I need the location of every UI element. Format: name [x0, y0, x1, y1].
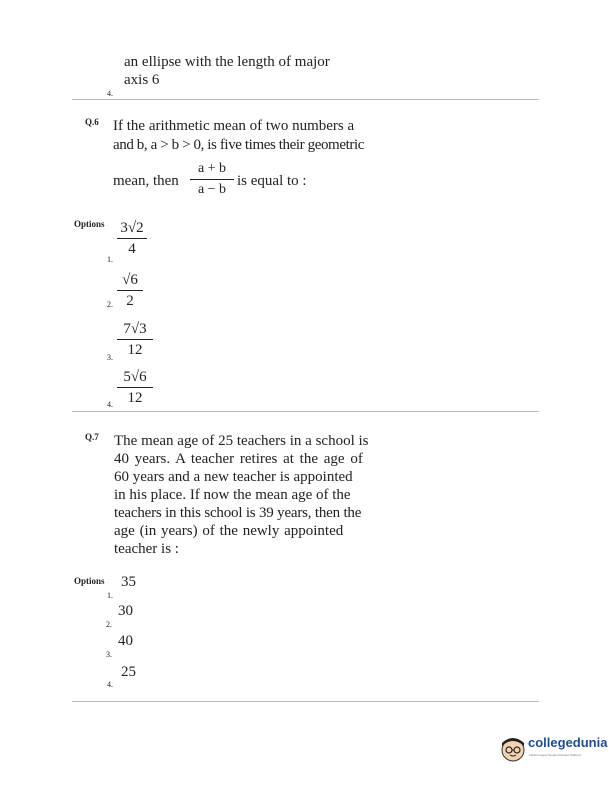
q7-text-line: in his place. If now the mean age of the [114, 487, 351, 503]
q7-text-line: The mean age of 25 teachers in a school is [114, 433, 369, 449]
options-label: Options [74, 219, 105, 229]
option-number: 1. [107, 591, 113, 600]
fraction-bar [190, 179, 234, 180]
option-number: 2. [107, 300, 113, 309]
q7-option-4: 25 [121, 664, 136, 680]
fraction-numerator: a + b [197, 161, 227, 176]
q6-option-2 [117, 271, 143, 310]
option-numerator: 7√3 [123, 321, 147, 337]
option-denominator: 4 [128, 241, 136, 257]
q6-text-line2: and b, a > b > 0, is five times their geometric [113, 137, 364, 153]
option-number: 1. [107, 255, 113, 264]
option-numerator: 3√2 [120, 220, 144, 236]
student-mascot-icon [498, 734, 528, 764]
fraction-denominator: a − b [197, 182, 227, 197]
q5-text-line2: axis 6 [124, 72, 160, 88]
option-denominator: 2 [126, 293, 134, 309]
option-number: 2. [106, 620, 112, 629]
q6-expression-fraction [190, 160, 234, 199]
fraction-bar [117, 238, 147, 239]
collegedunia-logo [498, 732, 610, 768]
options-label: Options [74, 576, 105, 586]
option-denominator: 12 [127, 342, 143, 358]
q7-text-line: 40 years. A teacher retires at the age of [114, 451, 363, 467]
option-denominator: 12 [127, 390, 143, 406]
option-number: 3. [106, 650, 112, 659]
question-label: Q.7 [85, 432, 99, 442]
q7-option-3: 40 [118, 633, 133, 649]
q7-text-line: age (in years) of the newly appointed [114, 523, 344, 539]
q6-is-equal-to: is equal to : [237, 173, 307, 189]
option-number: 4. [107, 400, 113, 409]
brand-tagline: India's largest Student Review Platform [529, 753, 582, 757]
q6-text-line1: If the arithmetic mean of two numbers a [113, 118, 355, 134]
fraction-bar [117, 290, 143, 291]
q7-text-line: teacher is : [114, 541, 179, 557]
brand-name: collegedunia [528, 735, 608, 750]
q7-text-line: 60 years and a new teacher is appointed [114, 469, 353, 485]
q7-text-line: teachers in this school is 39 years, then the [114, 505, 362, 521]
q5-option-number: 4. [107, 89, 113, 98]
divider [72, 411, 539, 412]
divider [72, 99, 539, 100]
option-numerator: √6 [122, 272, 138, 288]
q6-option-4 [117, 368, 153, 407]
fraction-bar [117, 387, 153, 388]
option-numerator: 5√6 [123, 369, 147, 385]
q6-option-1 [117, 219, 147, 258]
q6-option-3 [117, 320, 153, 359]
q5-text-line1: an ellipse with the length of major [124, 54, 330, 70]
fraction-bar [117, 339, 153, 340]
divider [72, 701, 539, 702]
q6-mean-then: mean, then [113, 173, 179, 189]
option-number: 4. [107, 680, 113, 689]
q7-option-2: 30 [118, 603, 133, 619]
option-number: 3. [107, 353, 113, 362]
q7-option-1: 35 [121, 574, 136, 590]
question-label: Q.6 [85, 117, 99, 127]
